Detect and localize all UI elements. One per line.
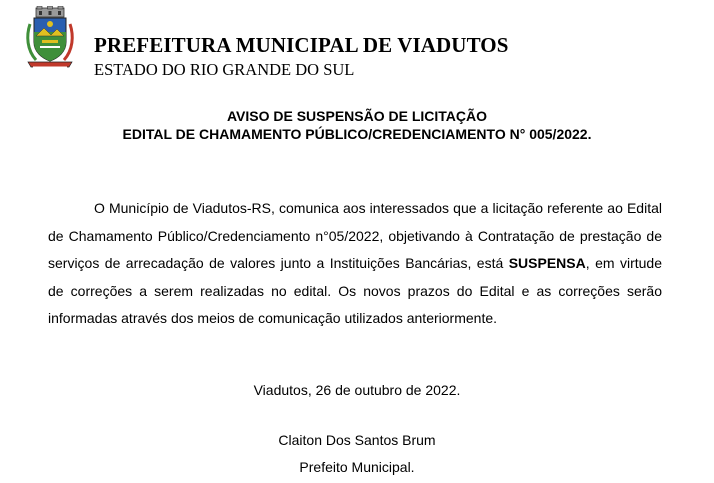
notice-body [48,195,662,333]
notice-heading: AVISO DE SUSPENSÃO DE LICITAÇÃO [226,108,488,124]
org-subtitle: ESTADO DO RIO GRANDE DO SUL [94,60,355,79]
signer-role: Prefeito Municipal. [299,459,415,475]
date-line: Viadutos, 26 de outubro de 2022. [253,382,461,398]
org-title: PREFEITURA MUNICIPAL DE VIADUTOS [94,33,509,57]
signer-name: Claiton Dos Santos Brum [278,432,436,448]
notice-subheading: EDITAL DE CHAMAMENTO PÚBLICO/CREDENCIAMENTO N° 005/2022. [122,126,592,142]
suspended-emphasis: SUSPENSA [508,255,586,272]
notice-body-text-continued: , em virtude de correções a serem realizadas no edital. Os novos prazos do Edital e as correções serão informadas através dos meios de comunicação utilizados anteriormente. [48,255,662,327]
notice-body-text: O Município de Viadutos-RS, comunica aos interessados que a licitação referente ao Edital de Chamamento Público/Credenciamento n°05/2022, objetivando à Contratação de prestação de serviços de arrecadação de valores junto a Instituições Bancárias, está [48,200,662,272]
coat-of-arms-icon [24,6,76,72]
